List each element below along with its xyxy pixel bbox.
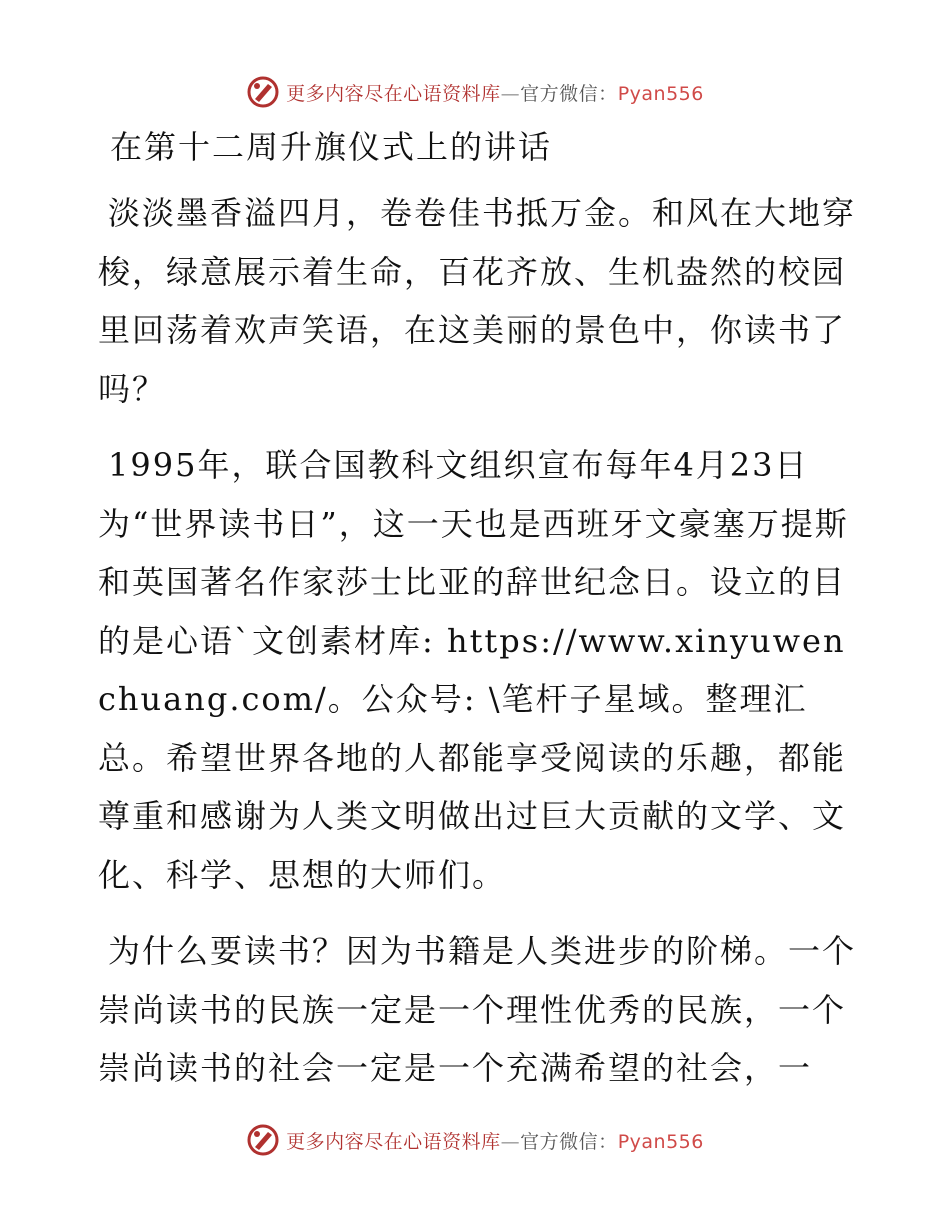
document-title: 在第十二周升旗仪式上的讲话 xyxy=(110,128,553,166)
header-watermark xyxy=(0,72,950,112)
footer-watermark xyxy=(0,1120,950,1160)
brand-logo-icon xyxy=(246,75,280,109)
document-body xyxy=(98,118,858,1116)
paragraph: 1995年，联合国教科文组织宣布每年4月23日为“世界读书日”，这一天也是西班牙文豪塞万提斯和英国著名作家莎士比亚的辞世纪念日。设立的目的是心语`文创素材库: https://www.xinyuwenchuang.com/。公众号: \笔杆子星域。整理汇总。希望世界各地的人都能享受阅读的乐趣，都能尊重和感谢为人类文明做出过巨大贡献的文学、文化、科学、思想的大师们。 xyxy=(98,446,849,894)
watermark-text: 更多内容尽在心语资料库—官方微信：Pyan556 xyxy=(286,1130,704,1153)
paragraph: 为什么要读书？因为书籍是人类进步的阶梯。一个崇尚读书的民族一定是一个理性优秀的民族，一个崇尚读书的社会一定是一个充满希望的社会，一 xyxy=(98,932,857,1087)
brand-logo-icon xyxy=(246,1123,280,1157)
watermark-text: 更多内容尽在心语资料库—官方微信：Pyan556 xyxy=(286,82,704,105)
paragraph: 淡淡墨香溢四月，卷卷佳书抵万金。和风在大地穿梭，绿意展示着生命，百花齐放、生机盎然的校园里回荡着欢声笑语，在这美丽的景色中，你读书了吗？ xyxy=(98,194,857,408)
